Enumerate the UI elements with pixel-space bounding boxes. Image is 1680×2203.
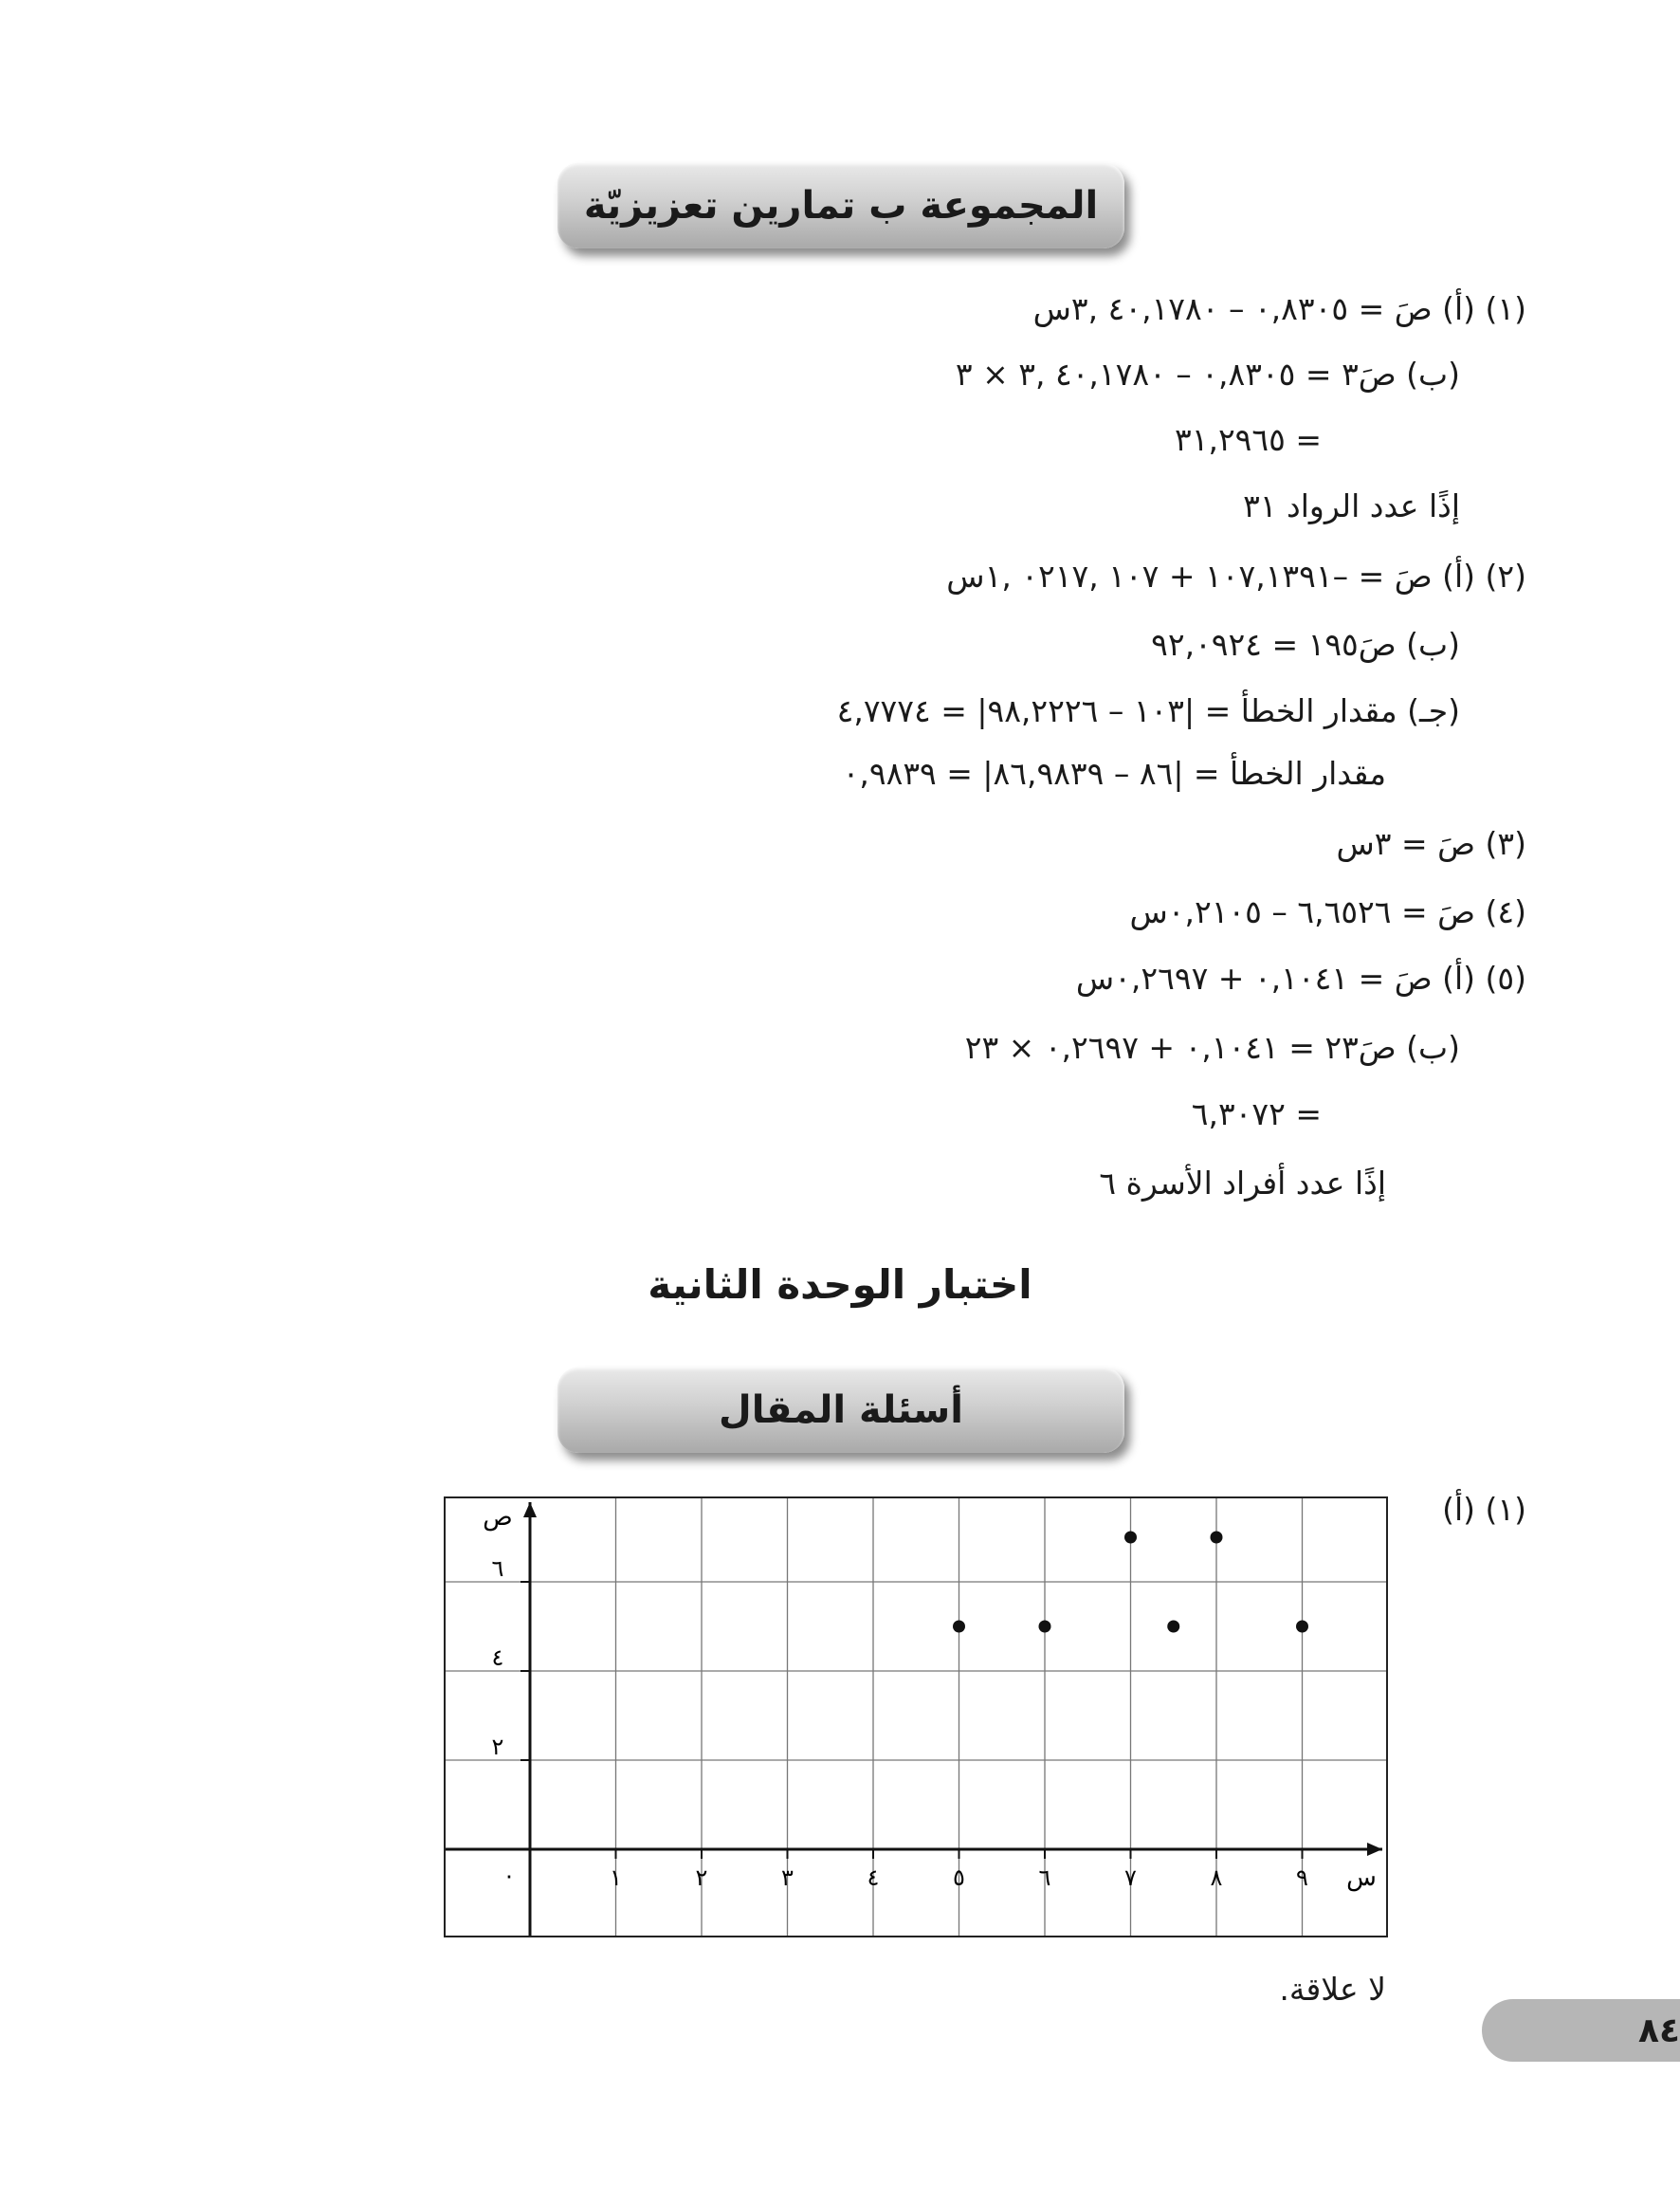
exercise-line: (٢) (أ) صَ = –١٠٧,١٣٩١ + ١٠٧ ,٠٢١٧ ,١س	[946, 558, 1526, 595]
question-label: (١) (أ)	[1442, 1491, 1526, 1528]
x-tick-label: ٥	[953, 1864, 965, 1891]
scatter-chart	[444, 1496, 1388, 1937]
origin-label: ٠	[502, 1863, 516, 1889]
exercise-line: مقدار الخطأ = |٨٦ – ٨٦,٩٨٣٩| = ٠,٩٨٣٩	[842, 755, 1386, 792]
exercise-line: (٤) صَ = ٦,٦٥٢٦ – ٠,٢١٠٥س	[1129, 893, 1526, 930]
exercise-line: = ٣١,٢٩٦٥	[1175, 421, 1322, 458]
data-point	[1167, 1621, 1179, 1633]
exercise-line: (ب) صَ٢٣ = ٠,١٠٤١ + ٠,٢٦٩٧ × ٢٣	[964, 1029, 1460, 1066]
x-tick-label: ٢	[695, 1864, 708, 1891]
data-point	[1296, 1621, 1308, 1633]
y-tick-label: ٦	[491, 1555, 504, 1582]
chart-grid	[446, 1498, 1386, 1936]
exercise-line: (ب) صَ٣ = ٠,٨٣٠٥ – ٤٠,١٧٨٠ ,٣ × ٣	[955, 356, 1460, 393]
exercise-line: (جـ) مقدار الخطأ = |١٠٣ – ٩٨,٢٢٢٦| = ٤,٧٧٧٤	[836, 692, 1460, 729]
chart-frame	[445, 1497, 1387, 1937]
x-tick-label: ١	[610, 1864, 622, 1891]
y-tick-label: ٤	[491, 1644, 504, 1671]
exercise-line: (١) (أ) صَ = ٠,٨٣٠٥ – ٤٠,١٧٨٠ ,٣س	[1032, 290, 1526, 327]
exercise-line: إذًا عدد أفراد الأسرة ٦	[1099, 1165, 1386, 1202]
y-tick-label: ٢	[491, 1734, 504, 1760]
x-tick-label: ٦	[1038, 1864, 1051, 1891]
exercise-line: (ب) صَ١٩٥ = ٩٢,٠٩٢٤	[1151, 626, 1460, 663]
chart-ticks	[483, 1503, 1377, 1892]
x-tick-label: ٧	[1124, 1864, 1137, 1891]
unit-test-title: اختبار الوحدة الثانية	[648, 1261, 1032, 1308]
x-tick-label: ٣	[781, 1864, 794, 1891]
chart-axes	[446, 1502, 1382, 1936]
exercise-line: = ٦,٣٠٧٢	[1191, 1095, 1322, 1132]
section-b-title-banner	[557, 163, 1124, 248]
exercise-line: إذًا عدد الرواد ٣١	[1243, 487, 1460, 524]
x-tick-label: ٤	[867, 1864, 880, 1891]
page-number-tab	[1482, 1999, 1680, 2062]
data-point	[1211, 1532, 1223, 1544]
data-point	[1124, 1532, 1137, 1544]
y-axis-label: ص	[483, 1503, 513, 1532]
essay-title-banner	[557, 1368, 1124, 1453]
x-tick-label: ٩	[1296, 1864, 1308, 1891]
x-axis-arrow	[1367, 1843, 1382, 1856]
essay-title: أسئلة المقال	[719, 1388, 963, 1432]
section-b-title: المجموعة ب تمارين تعزيزيّة	[583, 184, 1099, 228]
exercise-line: (٥) (أ) صَ = ٠,١٠٤١ + ٠,٢٦٩٧س	[1075, 960, 1526, 997]
conclusion-text: لا علاقة.	[1279, 1971, 1386, 2008]
y-axis-arrow	[523, 1502, 537, 1517]
data-point	[1039, 1621, 1051, 1633]
exercise-line: (٣) صَ = ٣س	[1336, 825, 1526, 862]
page-number: ٨٤	[1638, 2010, 1680, 2050]
data-point	[953, 1621, 965, 1633]
x-axis-label: س	[1346, 1863, 1377, 1892]
x-tick-label: ٨	[1210, 1864, 1223, 1891]
